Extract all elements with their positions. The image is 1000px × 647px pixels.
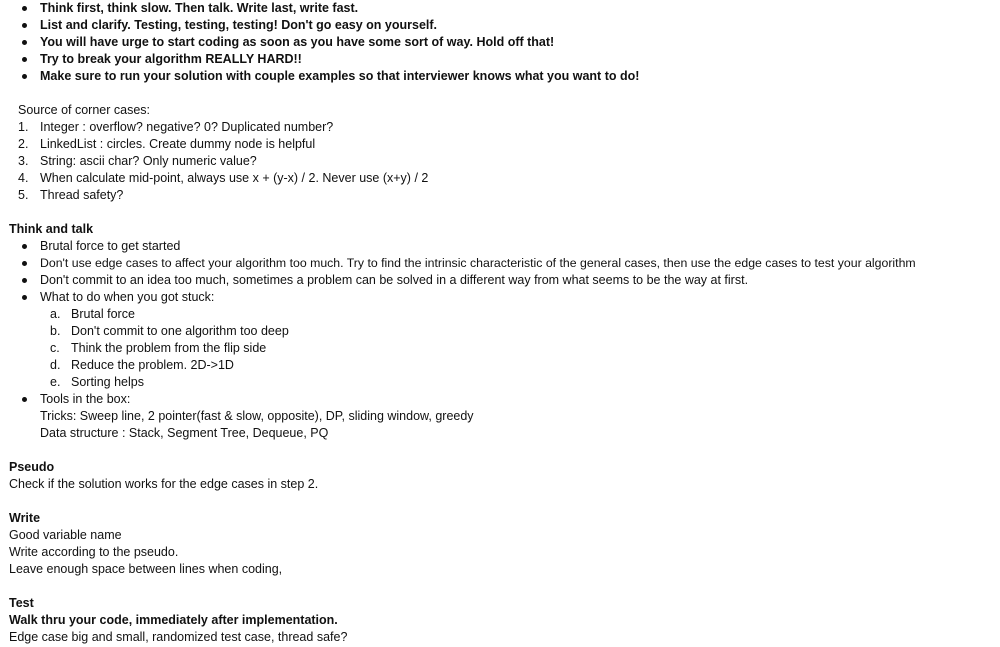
data-structure-line: Data structure : Stack, Segment Tree, Dequeue, PQ bbox=[40, 426, 329, 440]
list-letter: e. bbox=[50, 375, 61, 389]
top-bullet-item: You will have urge to start coding as soon as you have some sort of way. Hold off that! bbox=[40, 35, 555, 49]
list-letter: c. bbox=[50, 341, 60, 355]
list-letter: d. bbox=[50, 358, 61, 372]
stuck-item: Reduce the problem. 2D->1D bbox=[71, 358, 234, 372]
test-heading: Test bbox=[9, 596, 34, 610]
write-line: Leave enough space between lines when coding, bbox=[9, 562, 283, 576]
write-line: Write according to the pseudo. bbox=[9, 545, 179, 559]
bullet-icon bbox=[22, 397, 27, 402]
think-talk-item: Brutal force to get started bbox=[40, 239, 181, 253]
list-letter: b. bbox=[50, 324, 61, 338]
corner-case-item: Integer : overflow? negative? 0? Duplicated number? bbox=[40, 120, 334, 134]
corner-case-item: String: ascii char? Only numeric value? bbox=[40, 154, 257, 168]
stuck-item: Brutal force bbox=[71, 307, 135, 321]
bullet-icon bbox=[22, 244, 27, 249]
tricks-line: Tricks: Sweep line, 2 pointer(fast & slow, opposite), DP, sliding window, greedy bbox=[40, 409, 474, 423]
test-bold-line: Walk thru your code, immediately after implementation. bbox=[9, 613, 338, 627]
list-number: 4. bbox=[18, 171, 29, 185]
write-heading: Write bbox=[9, 511, 41, 525]
think-talk-item: What to do when you got stuck: bbox=[40, 290, 215, 304]
list-number: 2. bbox=[18, 137, 29, 151]
stuck-item: Don't commit to one algorithm too deep bbox=[71, 324, 289, 338]
corner-case-item: LinkedList : circles. Create dummy node is helpful bbox=[40, 137, 316, 151]
bullet-icon bbox=[22, 57, 27, 62]
list-letter: a. bbox=[50, 307, 61, 321]
corner-cases-heading: Source of corner cases: bbox=[18, 103, 151, 117]
list-number: 3. bbox=[18, 154, 29, 168]
pseudo-text: Check if the solution works for the edge cases in step 2. bbox=[9, 477, 319, 491]
list-number: 1. bbox=[18, 120, 29, 134]
corner-case-item: When calculate mid-point, always use x + (y-x) / 2. Never use (x+y) / 2 bbox=[40, 171, 429, 185]
top-bullet-item: List and clarify. Testing, testing, testing! Don't go easy on yourself. bbox=[40, 18, 438, 32]
stuck-item: Think the problem from the flip side bbox=[71, 341, 267, 355]
bullet-icon bbox=[22, 261, 27, 266]
bullet-icon bbox=[22, 295, 27, 300]
list-number: 5. bbox=[18, 188, 29, 202]
tools-label: Tools in the box: bbox=[40, 392, 131, 406]
write-line: Good variable name bbox=[9, 528, 122, 542]
top-bullet-item: Try to break your algorithm REALLY HARD!! bbox=[40, 52, 302, 66]
corner-case-item: Thread safety? bbox=[40, 188, 124, 202]
bullet-icon bbox=[22, 74, 27, 79]
top-bullet-item: Think first, think slow. Then talk. Write last, write fast. bbox=[40, 1, 359, 15]
bullet-icon bbox=[22, 23, 27, 28]
think-and-talk-heading: Think and talk bbox=[9, 222, 94, 236]
test-line: Edge case big and small, randomized test case, thread safe? bbox=[9, 630, 348, 644]
top-bullet-item: Make sure to run your solution with couple examples so that interviewer knows what you want to do! bbox=[40, 69, 640, 83]
pseudo-heading: Pseudo bbox=[9, 460, 55, 474]
think-talk-item: Don't commit to an idea too much, sometimes a problem can be solved in a different way from what seems to be the way at first. bbox=[40, 273, 749, 287]
think-talk-item: Don't use edge cases to affect your algorithm too much. Try to find the intrinsic characteristic of the general cases, then use the edge cases to test your algorithm bbox=[40, 256, 916, 270]
bullet-icon bbox=[22, 6, 27, 11]
bullet-icon bbox=[22, 40, 27, 45]
stuck-item: Sorting helps bbox=[71, 375, 144, 389]
bullet-icon bbox=[22, 278, 27, 283]
